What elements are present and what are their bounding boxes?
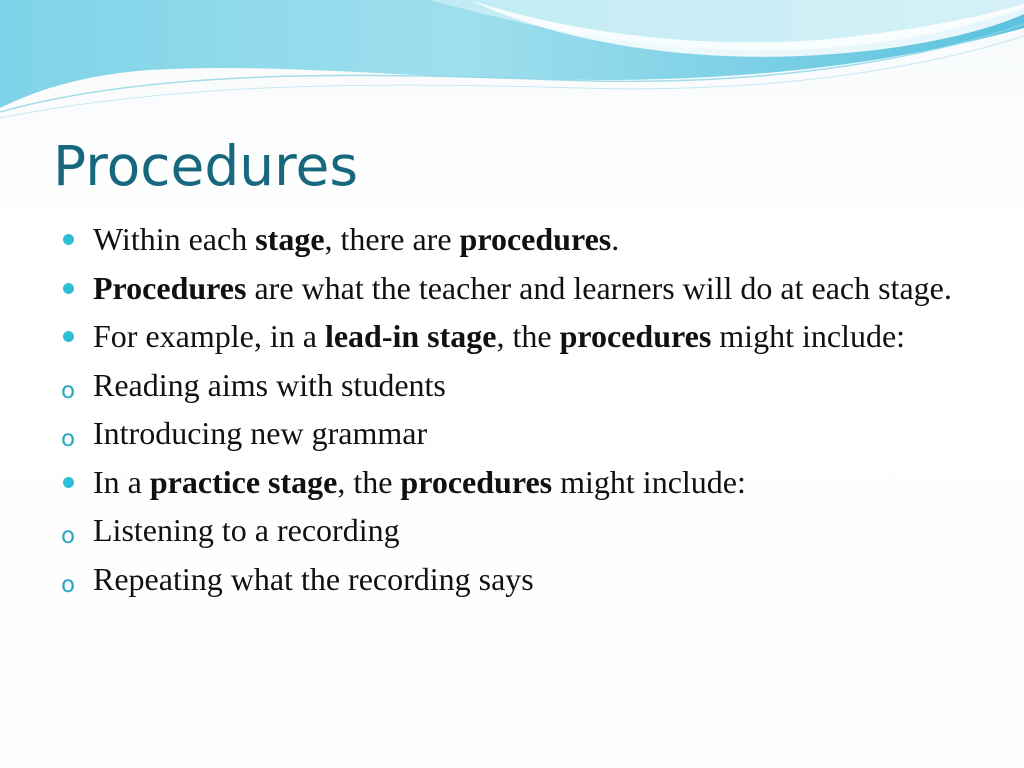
sub-bullet-item (60, 559, 960, 599)
bullet-item (60, 219, 960, 259)
bullet-emphasis-text: Procedures (93, 269, 247, 306)
slide-title: Procedures (53, 134, 358, 198)
bullet-text: Introducing new grammar (93, 415, 428, 451)
bullet-item (60, 268, 960, 308)
bullet-item (60, 462, 960, 502)
filled-bullet-icon (60, 316, 80, 356)
bullet-emphasis-text: procedures (400, 463, 553, 500)
filled-bullet-icon (60, 268, 80, 308)
sub-bullet-item (60, 413, 960, 453)
hollow-bullet-icon: o (61, 426, 76, 452)
bullet-text: For example, in a (93, 318, 325, 354)
sub-bullet-item (60, 365, 960, 405)
bullet-list (60, 219, 960, 607)
bullet-emphasis-text: lead-in stage (324, 318, 497, 354)
bullet-text: might include: (552, 463, 746, 500)
bullet-text: , there are (324, 221, 460, 257)
wave-header-decoration (0, 0, 1024, 125)
bullet-emphasis-text: stage (255, 221, 325, 257)
bullet-text: Repeating what the recording says (93, 560, 534, 597)
bullet-emphasis-text: procedures (559, 318, 712, 354)
bullet-text: Listening to a recording (93, 512, 400, 548)
bullet-item (60, 316, 960, 356)
filled-bullet-icon (60, 462, 80, 502)
bullet-text: Reading aims with students (93, 366, 446, 403)
bullet-text: might include: (711, 318, 906, 354)
hollow-bullet-icon: o (61, 377, 76, 404)
bullet-emphasis-text: practice stage (149, 463, 338, 500)
hollow-bullet-icon: o (61, 571, 76, 598)
bullet-text: , the (496, 318, 560, 354)
filled-bullet-icon (60, 219, 80, 259)
bullet-emphasis-text: procedures (459, 221, 612, 257)
bullet-text: In a (93, 463, 150, 500)
sub-bullet-item (60, 510, 960, 550)
hollow-bullet-icon: o (61, 523, 76, 549)
bullet-text: Within each (93, 221, 256, 257)
bullet-text: , the (337, 463, 401, 500)
bullet-text: . (611, 221, 620, 257)
bullet-text: are what the teacher and learners will do at each stage. (246, 269, 952, 306)
